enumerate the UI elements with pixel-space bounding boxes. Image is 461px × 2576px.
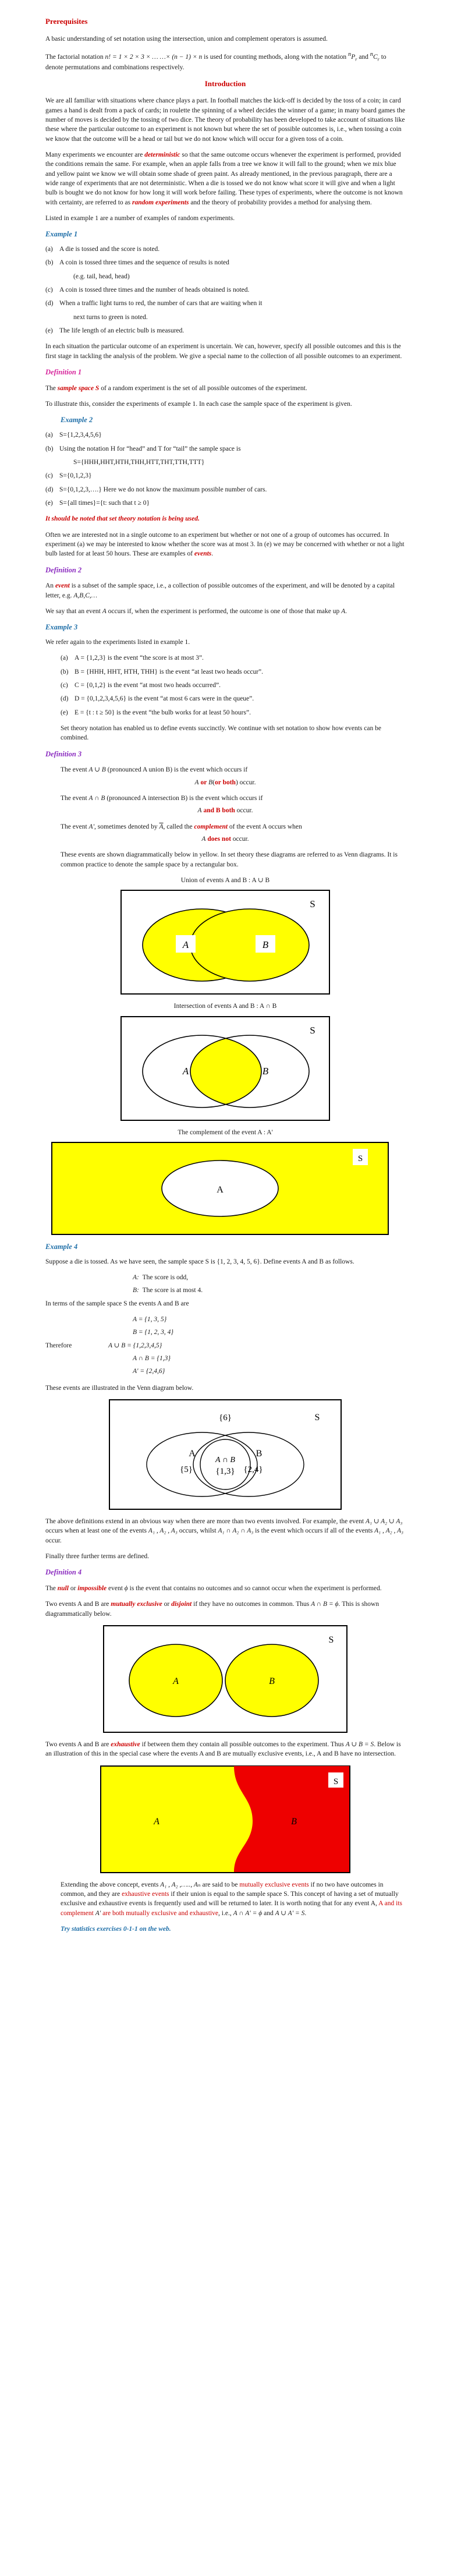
complement-label-S: S xyxy=(357,1153,363,1163)
disjoint-label-B: B xyxy=(269,1676,275,1687)
factorial-text-b: is used for counting methods, along with the notation xyxy=(204,53,347,61)
item-text: S={1,2,3,4,5,6} xyxy=(59,431,102,439)
item-subtext: next turns to green is noted. xyxy=(73,313,148,321)
complement-expression: A' xyxy=(88,823,95,830)
inter-and-word: and xyxy=(203,807,214,815)
closing-and: and xyxy=(264,1909,274,1917)
disjoint-figure xyxy=(45,1625,405,1733)
comp-text-a: The event xyxy=(61,823,87,830)
equation-A xyxy=(133,1315,405,1324)
intro2-text-a: Many experiments we encounter are xyxy=(45,151,143,159)
closing-text-c: if no two have outcomes in common, and they are xyxy=(61,1881,384,1898)
item-label: (d) xyxy=(61,695,69,703)
ext-expression-4: A₁ , A₂ , A₃ xyxy=(374,1527,404,1535)
complement-overline-A: $\overline{A}$ xyxy=(159,823,164,830)
prerequisites-heading: Prerequisites xyxy=(45,17,88,26)
item-text: The life length of an electric bulb is measured. xyxy=(59,327,185,335)
union-B: B xyxy=(208,779,213,786)
intro2-text-c: and the theory of probability provides a method for analysing them. xyxy=(190,199,372,206)
complement-definition xyxy=(61,822,405,831)
example-4-event-A xyxy=(133,1273,405,1282)
item-label: (d) xyxy=(45,486,54,493)
further-terms-paragraph: Finally three further terms are defined. xyxy=(45,1553,150,1560)
def2-p2-b: occurs if, when the experiment is performed, the outcome is one of those that make up xyxy=(108,607,340,615)
sample-space-term: sample space S xyxy=(57,384,100,392)
set-B-ellipse xyxy=(190,909,309,981)
item-label: (c) xyxy=(45,286,53,294)
list-item xyxy=(45,471,405,480)
ext-text-a: The above definitions extend in an obvious way when there are more than two events involved. For example, the event xyxy=(45,1518,364,1526)
equation-union: A ∪ B = {1,2,3,4,5} xyxy=(108,1342,162,1349)
union-label-S: S xyxy=(310,898,315,910)
item-label: (e) xyxy=(61,709,68,716)
closing-text-d: if their union is equal to the sample space S. This concept of having a set of mutually exclusive and exhaustive events is frequently used and will be returned to later. It is worth noting that for any event A, xyxy=(61,1891,399,1908)
disjoint-venn-svg xyxy=(103,1625,347,1733)
closing-expression-4: A ∪ A' = S xyxy=(275,1909,305,1917)
exhaustive-events-term: exhaustive events xyxy=(122,1891,169,1898)
set-theory-note: It should be noted that set theory notation is being used. xyxy=(45,515,200,523)
disjoint-term: disjoint xyxy=(171,1601,192,1608)
item-text: A die is tossed and the score is noted. xyxy=(59,246,160,253)
exh-text-b: if between them they contain all possible outcomes to the experiment. Thus xyxy=(141,1741,344,1749)
list-item xyxy=(45,245,405,254)
closing-text-b: are said to be xyxy=(202,1881,238,1888)
list-item xyxy=(45,485,405,494)
union-statement: A or B(or both) occur. xyxy=(194,779,256,786)
try-exercises-link[interactable]: Try statistics exercises 0-1-1 on the web. xyxy=(61,1926,171,1933)
def4-text-b: event xyxy=(108,1585,123,1593)
exh-expression: A ∪ B = S xyxy=(345,1741,374,1749)
disjoint-label-S: S xyxy=(328,1635,334,1646)
prerequisites-paragraph-1: A basic understanding of set notation using the intersection, union and complement operators is assumed. xyxy=(45,36,328,43)
venn-outside-value: {6} xyxy=(219,1413,232,1423)
mutual-text-c: . This is shown diagrammatically below. xyxy=(45,1601,380,1618)
union-venn-svg xyxy=(120,890,330,995)
item-subtext: (e.g. tail, head, head) xyxy=(73,273,130,280)
closing-expression-1: A₁ , A₂ ,….., Aₙ xyxy=(160,1881,201,1888)
random-experiments-term: random experiments xyxy=(132,199,189,206)
example-1-heading: Example 1 xyxy=(45,230,78,239)
list-item xyxy=(61,708,405,717)
def2-text-a: An xyxy=(45,582,54,590)
example-4-event-B xyxy=(133,1286,405,1295)
item-text: S={0,1,2,3} xyxy=(59,472,92,480)
definition-2-paragraph-2 xyxy=(45,607,405,616)
item-label: (b) xyxy=(61,668,69,675)
union-figure xyxy=(45,890,405,995)
item-label: (a) xyxy=(45,246,53,253)
introduction-paragraph-2 xyxy=(45,150,405,207)
example-4-venn-figure xyxy=(45,1399,405,1510)
comp-text-c: , called the xyxy=(163,823,193,830)
list-item xyxy=(61,681,405,690)
def4-text-a: The xyxy=(45,1585,56,1593)
item-label: (a) xyxy=(45,431,53,439)
union-text-b: (pronounced A union B) is the event which occurs if xyxy=(107,766,248,774)
mutual-text-b: if they have no outcomes in common. Thus xyxy=(193,1601,310,1608)
definition-1-heading: Definition 1 xyxy=(45,368,82,377)
mutual-or: or xyxy=(164,1601,170,1608)
exhaustive-label-S: S xyxy=(333,1777,339,1786)
definition-1-text xyxy=(45,384,405,393)
intro2-text-b: so that the same outcome occurs whenever the experiment is performed, provided the conditions remain the same. For example, when an apple falls from a tree we know it will fall to the ground; when we mix blue and yellow paint we know we will obtain some shade of green paint. As already mentioned, in the previous paragraph, there are a wide range of experiments that are not deterministic. When a die is tossed we do not know what score it will give and when a light bulb is bought we do not know for how long it will work before failing. These types of experiments, where the outcome is not known with certainty, are referred to as xyxy=(45,151,403,206)
complement-term: complement xyxy=(194,823,228,830)
deterministic-term: deterministic xyxy=(144,151,180,159)
exh-text-c: . Below is an illustration of this in the special case where the events A and B are mutually exclusive events, i.e., A and B have no intersection. xyxy=(45,1741,401,1758)
definition-3-heading: Definition 3 xyxy=(45,749,82,758)
exhaustive-label-A: A xyxy=(154,1816,159,1827)
eq-inter-text: A ∩ B = {1,3} xyxy=(133,1355,171,1363)
union-or-word: or xyxy=(200,779,207,786)
factorial-text-a: The factorial notation xyxy=(45,53,104,61)
disjoint-label-A: A xyxy=(173,1676,179,1687)
null-term: null xyxy=(57,1585,69,1593)
inter-text-a: The event xyxy=(61,795,87,802)
venn-intro-paragraph: These events are shown diagrammatically below in yellow. In set theory these diagrams are referred to as Venn diagrams. It is common practice to denote the sample space by a rectangular box. xyxy=(61,851,398,868)
list-item xyxy=(45,498,405,508)
ext-expression-1: A₁ ∪ A₂ ∪ A₃ xyxy=(365,1518,403,1526)
events-term: events xyxy=(194,550,212,558)
item-label: (c) xyxy=(61,681,68,689)
mutual-expression: A ∩ B = ϕ xyxy=(311,1601,339,1608)
both-mutually-phrase: are both mutually exclusive and exhaustive xyxy=(102,1909,219,1917)
comp-occur: occur. xyxy=(232,836,249,843)
intersection-label-B: B xyxy=(262,1065,269,1077)
exhaustive-venn-svg xyxy=(100,1765,350,1873)
item-text: When a traffic light turns to red, the number of cars that are waiting when it xyxy=(59,300,263,307)
venn-B-only-value: {2,4} xyxy=(243,1465,263,1475)
ext-expression-2: A₁ , A₂ , A₃ xyxy=(148,1527,178,1535)
eq-B-text: B = {1, 2, 3, 4} xyxy=(133,1329,173,1336)
therefore-label: Therefore xyxy=(45,1342,72,1349)
impossible-term: impossible xyxy=(77,1585,107,1593)
inter-A: A xyxy=(197,807,202,815)
event-A-label: A: xyxy=(133,1274,139,1282)
complement-statement xyxy=(45,834,405,844)
therefore-row xyxy=(45,1341,405,1350)
combination-notation: $^nC_r$ xyxy=(370,51,380,62)
event-B-description: The score is at most 4. xyxy=(142,1287,203,1294)
event-A-description: The score is odd, xyxy=(142,1274,189,1282)
intersection-figure-caption: Intersection of events A and B : A ∩ B xyxy=(173,1003,277,1010)
example-1-list xyxy=(45,245,405,335)
list-item xyxy=(61,653,405,663)
example-2-list xyxy=(45,430,405,508)
exhaustive-term: exhaustive xyxy=(111,1741,140,1749)
event-term: event xyxy=(55,582,70,590)
union-occur: occur. xyxy=(239,779,256,786)
item-label: (b) xyxy=(45,445,54,452)
ext-text-d: is the event which occurs if all of the events xyxy=(255,1527,373,1535)
intersection-figure xyxy=(45,1016,405,1121)
list-item xyxy=(61,667,405,677)
item-label: (a) xyxy=(61,654,68,662)
phi-symbol: ϕ xyxy=(124,1585,128,1593)
union-label-A: A xyxy=(182,939,189,951)
item-label: (c) xyxy=(45,472,53,480)
closing-text-a: Extending the above concept, events xyxy=(61,1881,159,1888)
exh-text-a: Two events A and B are xyxy=(45,1741,109,1749)
intersection-expression: A ∩ B xyxy=(88,795,105,802)
def4-or: or xyxy=(70,1585,76,1593)
example-3-intro: We refer again to the experiments listed in example 1. xyxy=(45,639,190,646)
mutual-text-a: Two events A and B are xyxy=(45,1601,109,1608)
complement-phrase: A and its complement xyxy=(61,1900,403,1917)
example4-venn-svg xyxy=(109,1399,342,1510)
item-text: C = {0,1,2} is the event “at most two heads occurred”. xyxy=(75,681,221,689)
extension-paragraph xyxy=(45,1517,405,1545)
equation-B xyxy=(133,1328,405,1337)
ext-text-b: occurs when at least one of the events xyxy=(45,1527,147,1535)
venn-intersection-label: A ∩ B xyxy=(215,1456,235,1465)
list-item xyxy=(45,326,405,335)
definition-1-paragraph-2: To illustrate this, consider the experiments of example 1. In each case the sample space of the experiment is given. xyxy=(45,401,352,408)
inter-Bboth-word: B both xyxy=(215,807,235,815)
exhaustive-figure xyxy=(45,1765,405,1873)
ext-text-c: occurs, whilst xyxy=(179,1527,217,1535)
venn-label-A: A xyxy=(189,1449,196,1459)
eq-comp-text: A' = {2,4,6} xyxy=(133,1368,165,1375)
closing-text-e: , i.e., xyxy=(218,1909,232,1917)
example-2-heading: Example 2 xyxy=(61,416,93,424)
ext-text-e: occur. xyxy=(45,1537,62,1544)
definition-2-heading: Definition 2 xyxy=(45,565,82,574)
introduction-paragraph-3: Listed in example 1 are a number of examples of random experiments. xyxy=(45,215,235,222)
list-item xyxy=(45,299,405,308)
complement-venn-svg xyxy=(51,1142,389,1235)
item-text: A coin is tossed three times and the number of heads obtained is noted. xyxy=(59,286,250,294)
venn-A-only-value: {5} xyxy=(180,1465,193,1475)
ext-expression-3: A₁ ∩ A₂ ∩ A₃ xyxy=(218,1527,254,1535)
definition-2-text xyxy=(45,581,405,600)
item-text: Using the notation H for “head” and T for “tail” the sample space is xyxy=(59,445,241,452)
union-orboth-word: or both xyxy=(215,779,236,786)
complement-figure-caption: The complement of the event A : A' xyxy=(178,1128,273,1136)
equation-complement xyxy=(133,1367,405,1376)
item-text: S={all times}={t: such that t ≥ 0} xyxy=(59,499,150,507)
inter-text-b: (pronounced A intersection B) is the event which occurs if xyxy=(107,795,263,802)
factorial-text-c: to denote permutations and combinations respectively. xyxy=(45,53,386,71)
union-figure-caption: Union of events A and B : A ∪ B xyxy=(180,877,270,884)
introduction-paragraph-1: We are all familiar with situations where chance plays a part. In football matches the kick-off is decided by the toss of a coin; in card games a hand is dealt from a pack of cards; in roulette the spinning of a wheel decides the winner of a game; in many board games the number of moves is decided by the tossing of two dice. The theory of probability has been developed to take account of situations like these where the particular outcome to an experiment is not known but where the set of possible outcomes is, i.e., when tossing a coin we know that the outcome will be a head or tail but we do not know which will occur for a given toss of a coin. xyxy=(45,97,405,143)
inter-occur: occur. xyxy=(236,807,253,815)
item-text: A coin is tossed three times and the sequence of results is noted xyxy=(59,259,229,267)
equation-intersection xyxy=(133,1354,405,1363)
intersection-venn-svg xyxy=(120,1016,330,1121)
example-4-in-terms: In terms of the sample space S the events A and B are xyxy=(45,1300,189,1307)
list-item xyxy=(45,444,405,454)
example-3-list xyxy=(61,653,405,717)
example-2-after-paragraph xyxy=(45,530,405,559)
example-3-after-paragraph: Set theory notation has enabled us to define events succinctly. We continue with set notation to show how events can be combined. xyxy=(61,724,381,742)
venn-label-S: S xyxy=(314,1413,320,1423)
intersection-definition xyxy=(61,794,405,803)
event-A-symbol-2: A xyxy=(341,607,346,615)
factorial-and: and xyxy=(359,53,368,61)
intersection-label-S: S xyxy=(310,1024,315,1036)
example-1-after-paragraph: In each situation the particular outcome of an experiment is uncertain. We can, however, specify all possible outcomes and this is the first stage in tackling the analysis of the problem. We give a special name to the collection of all possible outcomes to an experiment. xyxy=(45,343,402,360)
event-letters: A,B,C,… xyxy=(73,592,97,599)
event-B-label: B: xyxy=(133,1287,139,1294)
union-label-B: B xyxy=(262,939,269,951)
example-4-intro: Suppose a die is tossed. As we have seen, the sample space S is {1, 2, 3, 4, 5, 6}. Define events A and B as follows. xyxy=(45,1258,354,1265)
comp-text-d: of the event A occurs when xyxy=(229,823,302,830)
list-item xyxy=(45,258,405,267)
exhaustive-label-B: B xyxy=(291,1816,297,1827)
item-label: (e) xyxy=(45,499,53,507)
item-label: (e) xyxy=(45,327,53,335)
null-event-definition xyxy=(45,1584,405,1593)
ex2-after-a: Often we are interested not in a single outcome to an experiment but whether or not one of a group of outcomes has occurred. In experiment (a) we may be interested to know whether the score was at most 3. In (e) we may be concerned with whether or not a light bulb lasted for at least 50 hours. These are examples of xyxy=(45,531,405,558)
factorial-formula: n! = 1 × 2 × 3 × … …× (n − 1) × n xyxy=(105,53,203,61)
def4-text-c: is the event that contains no outcomes and so cannot occur when the experiment is performed. xyxy=(129,1585,382,1593)
mutually-exclusive-events-term: mutually exclusive events xyxy=(239,1881,309,1888)
complement-figure xyxy=(51,1142,405,1235)
item-text: B = {HHH, HHT, HTH, THH} is the event “at least two heads occur”. xyxy=(75,668,264,675)
introduction-heading: Introduction xyxy=(204,79,246,88)
intersection-label-A: A xyxy=(182,1065,189,1077)
def2-p2-a: We say that an event xyxy=(45,607,101,615)
union-text-a: The event xyxy=(61,766,87,774)
def2-p2-d: . xyxy=(345,607,347,615)
item-text: A = {1,2,3} is the event “the score is at most 3”. xyxy=(75,654,204,662)
closing-expression-3: A ∩ A' = ϕ xyxy=(233,1909,263,1917)
example-4-heading: Example 4 xyxy=(45,1242,78,1251)
example-4-venn-intro: These events are illustrated in the Venn diagram below. xyxy=(45,1384,194,1392)
union-expression: A ∪ B xyxy=(88,766,106,774)
item-text: S={0,1,2,3,….} Here we do not know the maximum possible number of cars. xyxy=(59,486,267,493)
def1-text-a: The xyxy=(45,384,56,392)
union-definition xyxy=(61,765,405,774)
event-A-symbol: A xyxy=(102,607,107,615)
eq-A-text: A = {1, 3, 5} xyxy=(133,1316,167,1324)
comp-doesnot-word: does not xyxy=(207,836,231,843)
item-text: E = {t : t ≥ 50} is the event “the bulb works for at least 50 hours”. xyxy=(75,709,251,716)
exhaustive-definition xyxy=(45,1740,405,1759)
permutation-notation: $^nP_r$ xyxy=(348,51,357,62)
def2-text-b: is a subset of the sample space, i.e., a collection of possible outcomes of the experiment, and will be denoted by a capital letter, e.g. xyxy=(45,582,395,599)
closing-text-f: . xyxy=(304,1909,307,1917)
closing-paragraph xyxy=(61,1880,405,1918)
comp-A: A xyxy=(201,836,206,843)
complement-label-A: A xyxy=(217,1184,224,1195)
comp-text-b: , sometimes denoted by xyxy=(94,823,158,830)
item-label: (d) xyxy=(45,300,54,307)
list-item xyxy=(45,285,405,295)
union-A: A xyxy=(194,779,199,786)
list-item xyxy=(61,694,405,703)
item-text: D = {0,1,2,3,4,5,6} is the event “at most 6 cars were in the queue”. xyxy=(75,695,254,703)
intersection-statement xyxy=(45,806,405,815)
prerequisites-paragraph-2 xyxy=(45,51,405,72)
mutually-exclusive-definition xyxy=(45,1600,405,1619)
definition-4-heading: Definition 4 xyxy=(45,1568,82,1577)
venn-label-B: B xyxy=(256,1449,263,1459)
list-item xyxy=(45,430,405,440)
item-label: (b) xyxy=(45,259,54,267)
venn-intersection-value: {1,3} xyxy=(215,1467,235,1477)
mutually-exclusive-term: mutually exclusive xyxy=(111,1601,162,1608)
item-subtext: S={HHH,HHT,HTH,THH,HTT,THT,TTH,TTT} xyxy=(73,458,205,466)
example-3-heading: Example 3 xyxy=(45,623,78,632)
def1-text-b: of a random experiment is the set of all possible outcomes of the experiment. xyxy=(101,384,307,392)
closing-A-prime: A' xyxy=(95,1909,101,1917)
ex2-after-b: . xyxy=(211,550,214,558)
